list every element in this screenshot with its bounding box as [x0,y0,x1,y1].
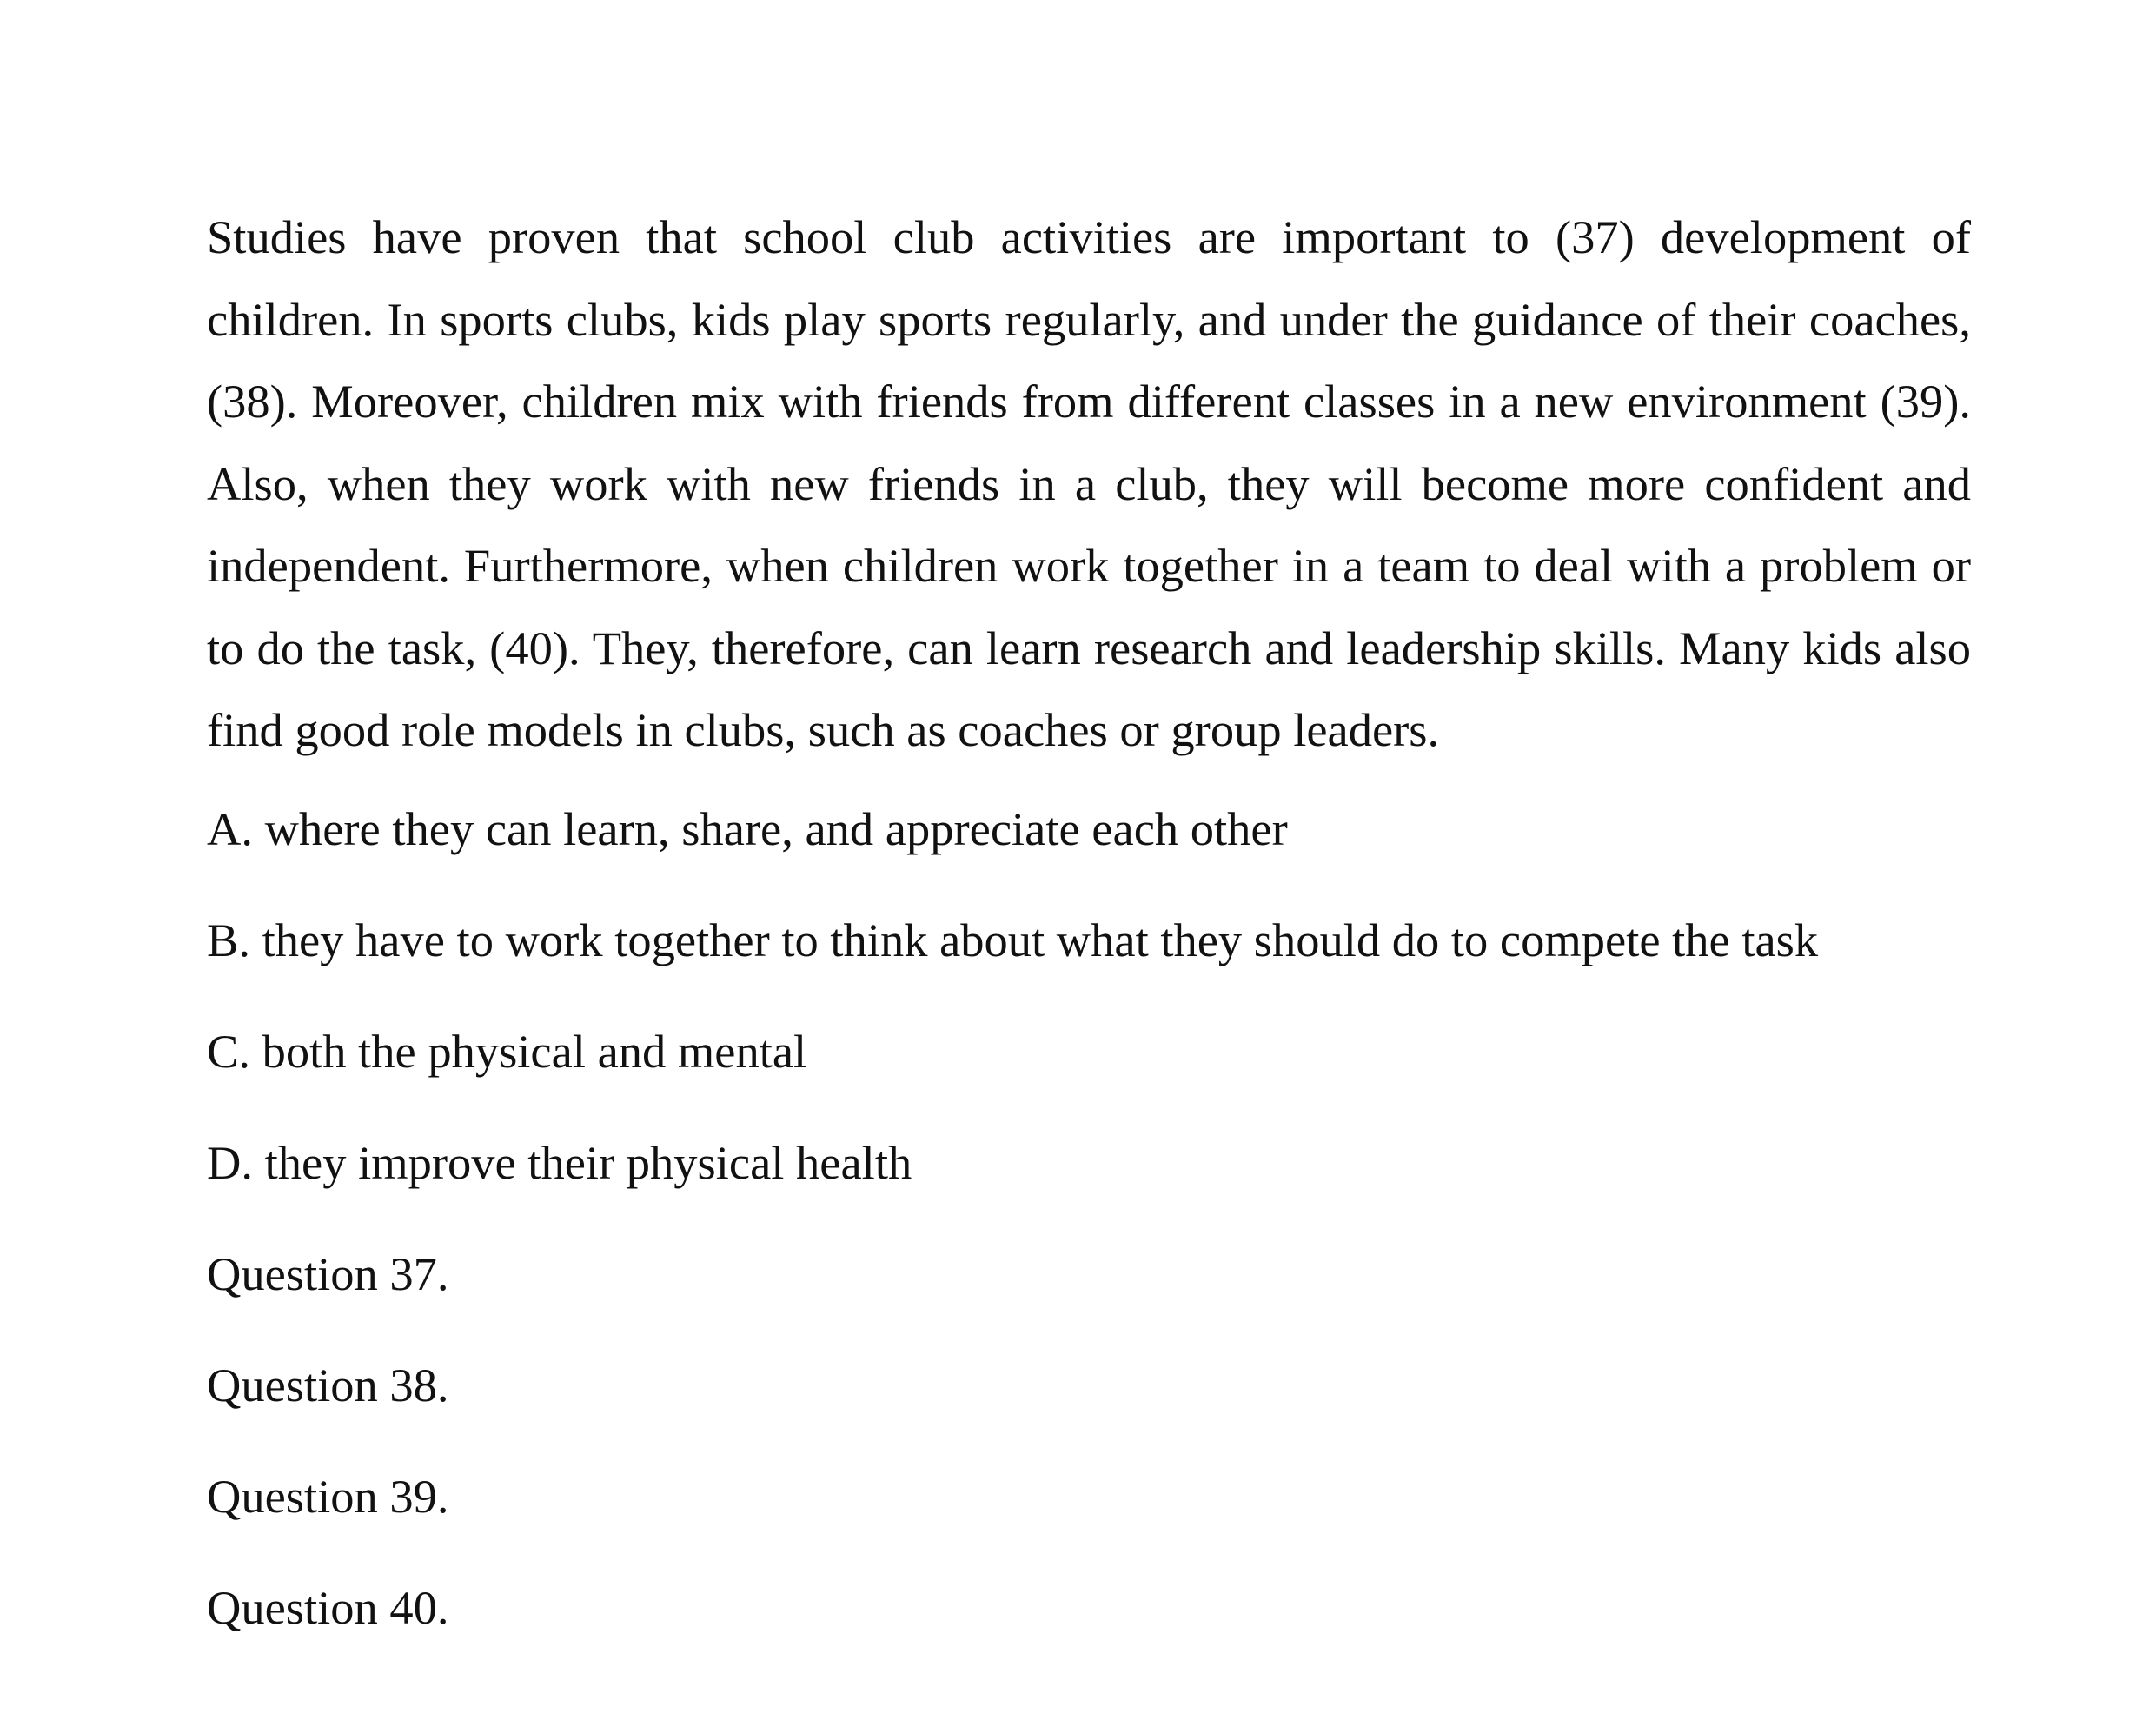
question-37: Question 37. [207,1246,449,1300]
question-40: Question 40. [207,1580,449,1634]
question-39: Question 39. [207,1469,449,1523]
answer-options [207,801,1971,1246]
question-list [207,1246,1971,1691]
option-b: B. they have to work together to think about what they should do to compete the task [207,913,1819,966]
document-page [207,196,1971,1691]
reading-passage: Studies have proven that school club activities are important to (37) development of children. In sports clubs, kids play sports regularly, and under the guidance of their coaches, (38). Moreover, children mix with friends from different classes in a new environment (39). Also, when they work with new friends in a club, they will become more confident and independent. Furthermore, when children work together in a team to deal with a problem or to do the task, (40). They, therefore, can learn research and leadership skills. Many kids also find good role models in clubs, such as coaches or group leaders. [207,210,1971,756]
option-c: C. both the physical and mental [207,1024,807,1078]
question-38: Question 38. [207,1358,449,1411]
option-a: A. where they can learn, share, and appreciate each other [207,801,1288,855]
option-d: D. they improve their physical health [207,1135,912,1189]
